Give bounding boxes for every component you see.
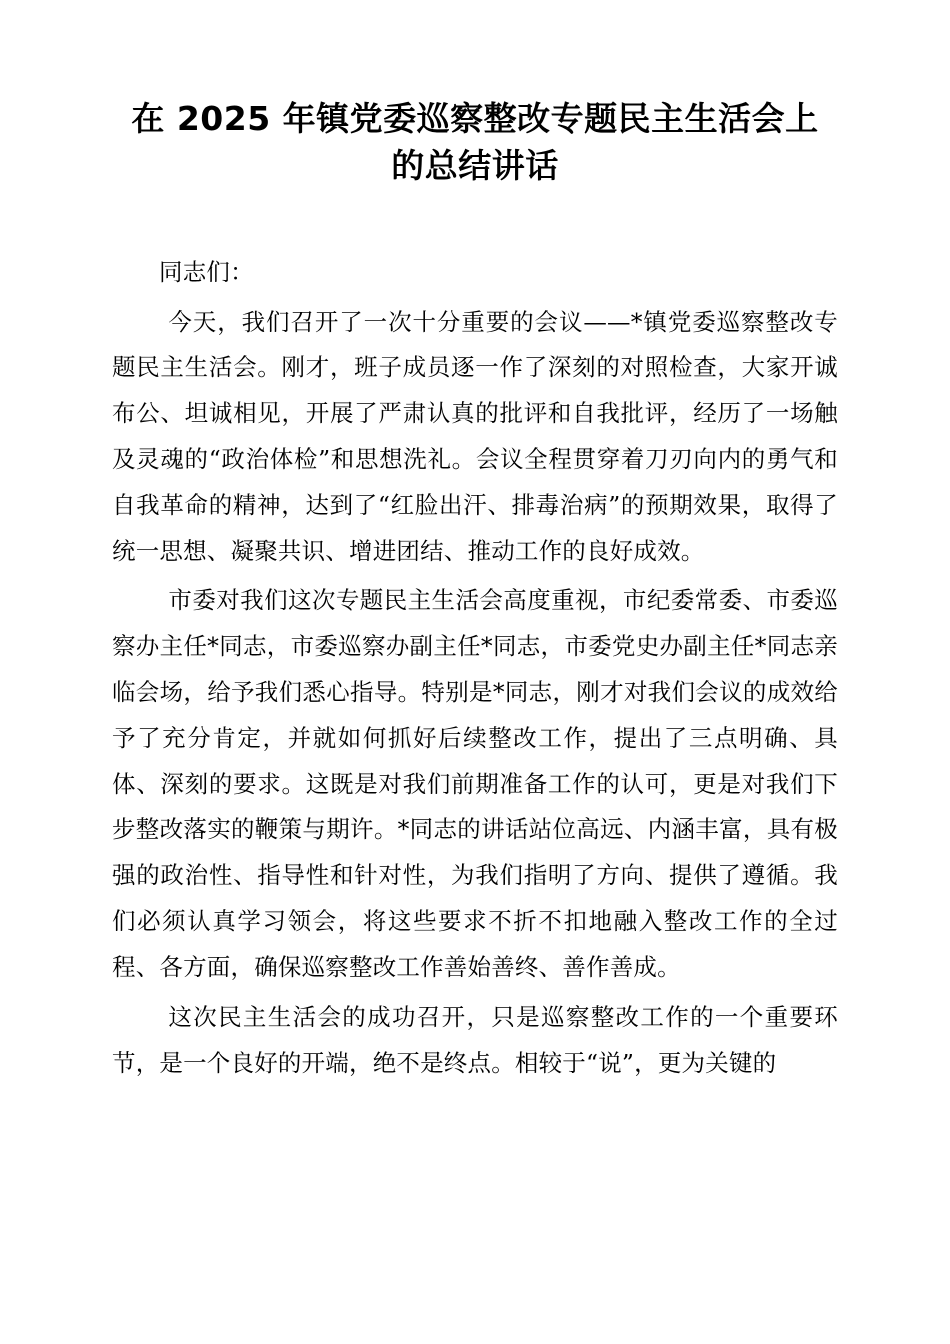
document-body [112, 250, 838, 1087]
salutation: 同志们： [159, 257, 254, 286]
paragraph-1: 今天，我们召开了一次十分重要的会议——*镇党委巡察整改专题民主生活会。刚才，班子成员逐一作了深刻的对照检查，大家开诚布公、坦诚相见，开展了严肃认真的批评和自我批评，经历了一场触及灵魂的“政治体检”和思想洗礼。会议全程贯穿着刀刃向内的勇气和自我革命的精神，达到了“红脸出汗、排毒治病”的预期效果，取得了统一思想、凝聚共识、增进团结、推动工作的良好成效。 [112, 307, 838, 565]
page-title: 在 2025 年镇党委巡察整改专题民主生活会上的总结讲话 [131, 99, 819, 185]
paragraph-3: 这次民主生活会的成功召开，只是巡察整改工作的一个重要环节，是一个良好的开端，绝不是终点。相较于“说”，更为关键的 [112, 1002, 838, 1077]
paragraph-2: 市委对我们这次专题民主生活会高度重视，市纪委常委、市委巡察办主任*同志，市委巡察办副主任*同志，市委党史办副主任*同志亲临会场，给予我们悉心指导。特别是*同志，刚才对我们会议的成效给予了充分肯定，并就如何抓好后续整改工作，提出了三点明确、具体、深刻的要求。这既是对我们前期准备工作的认可，更是对我们下步整改落实的鞭策与期许。*同志的讲话站位高远、内涵丰富，具有极强的政治性、指导性和针对性，为我们指明了方向、提供了遵循。我们必须认真学习领会，将这些要求不折不扣地融入整改工作的全过程、各方面，确保巡察整改工作善始善终、善作善成。 [112, 586, 838, 981]
